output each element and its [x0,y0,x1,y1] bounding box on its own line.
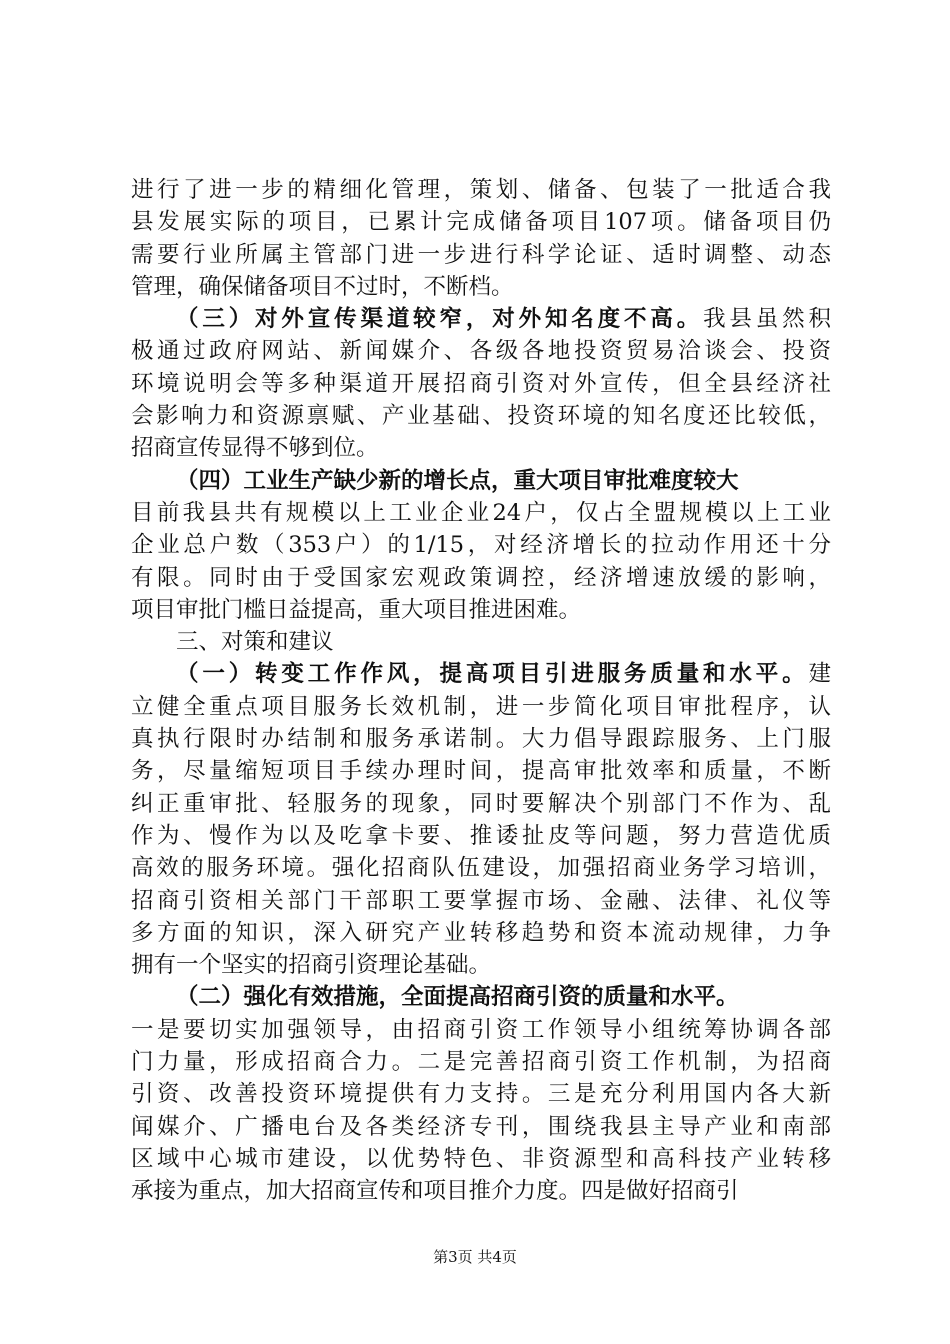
line-text: 招商引资相关部门干部职工要掌握市场、金融、法律、礼仪等 [131,887,831,914]
text-line [131,271,831,303]
line-text: 务，尽量缩短项目手续办理时间，提高审批效率和质量，不断 [131,758,831,785]
line-text: 县发展实际的项目，已累计完成储备项目107项。储备项目仍 [131,209,831,236]
text-line [131,885,831,917]
text-line [131,368,831,400]
line-text: 真执行限时办结制和服务承诺制。大力倡导跟踪服务、上门服 [131,726,831,753]
line-text: 区域中心城市建设，以优势特色、非资源型和高科技产业转移 [131,1145,831,1172]
bold-heading: （二）强化有效措施，全面提高招商引资的质量和水平。 [176,984,739,1011]
line-text: 管理，确保储备项目不过时，不断档。 [131,273,514,300]
line-text: 拥有一个坚实的招商引资理论基础。 [131,952,492,979]
line-text: 环境说明会等多种渠道开展招商引资对外宣传，但全县经济社 [131,370,831,397]
paragraph-p6 [131,658,831,981]
text-line [131,691,831,723]
line-text: 企业总户数（353户）的1/15，对经济增长的拉动作用还十分 [131,532,831,559]
text-line [131,335,831,367]
text-line [131,788,831,820]
text-line [131,594,831,626]
line-text: 招商宣传显得不够到位。 [131,435,379,462]
text-line [131,981,831,1013]
line-text: 作为、慢作为以及吃拿卡要、推诿扯皮等问题，努力营造优质 [131,822,831,849]
paragraph-p8 [131,1014,831,1208]
line-text: 多方面的知识，深入研究产业转移趋势和资本流动规律，力争 [131,919,831,946]
line-text: 会影响力和资源禀赋、产业基础、投资环境的知名度还比较低， [131,403,831,430]
text-line [131,239,831,271]
text-line [131,400,831,432]
line-text: 三、对策和建议 [176,629,334,656]
bold-heading: （一）转变工作作风，提高项目引进服务质量和水平。 [176,661,809,688]
line-text: 纠正重审批、轻服务的现象，同时要解决个别部门不作为、乱 [131,790,831,817]
paragraph-p7 [131,981,831,1013]
line-text: 极通过政府网站、新闻媒介、各级各地投资贸易洽谈会、投资 [131,338,831,365]
text-line [131,1078,831,1110]
text-line [131,1175,831,1207]
paragraph-p4 [131,497,831,626]
text-line [131,432,831,464]
text-line [131,626,831,658]
text-line [131,497,831,529]
paragraph-p5 [131,626,831,658]
paragraph-p3 [131,465,831,497]
bold-heading: （四）工业生产缺少新的增长点，重大项目审批难度较大 [176,467,739,494]
page-footer [0,1246,950,1267]
text-line [131,303,831,335]
line-text: 目前我县共有规模以上工业企业24户，仅占全盟规模以上工业 [131,499,831,526]
line-text: 建 [808,661,831,688]
line-text: 引资、改善投资环境提供有力支持。三是充分利用国内各大新 [131,1081,831,1108]
paragraph-p2 [131,303,831,464]
text-line [131,174,831,206]
bold-heading: （三）对外宣传渠道较窄，对外知名度不高。 [176,306,704,333]
text-line [131,1014,831,1046]
line-text: 立健全重点项目服务长效机制，进一步简化项目审批程序，认 [131,693,831,720]
line-text: 一是要切实加强领导，由招商引资工作领导小组统筹协调各部 [131,1016,831,1043]
line-text: 门力量，形成招商合力。二是完善招商引资工作机制，为招商 [131,1049,831,1076]
text-line [131,820,831,852]
text-line [131,465,831,497]
text-line [131,852,831,884]
line-text: 项目审批门槛日益提高，重大项目推进困难。 [131,596,582,623]
text-line [131,658,831,690]
page-number: 第3页 共4页 [433,1248,517,1266]
line-text: 进行了进一步的精细化管理，策划、储备、包装了一批适合我 [131,177,831,203]
paragraph-p1 [131,174,831,303]
line-text: 有限。同时由于受国家宏观政策调控，经济增速放缓的影响， [131,564,831,591]
line-text: 承接为重点，加大招商宣传和项目推介力度。四是做好招商引 [131,1178,739,1205]
line-text: 闻媒介、广播电台及各类经济专刊，围绕我县主导产业和南部 [131,1113,831,1140]
text-line [131,562,831,594]
text-line [131,1143,831,1175]
text-line [131,917,831,949]
line-text: 需要行业所属主管部门进一步进行科学论证、适时调整、动态 [131,241,831,268]
line-text: 我县虽然积 [703,306,831,333]
text-line [131,755,831,787]
text-line [131,723,831,755]
line-text: 高效的服务环境。强化招商队伍建设，加强招商业务学习培训， [131,855,831,882]
text-line [131,206,831,238]
text-line [131,1046,831,1078]
document-body [131,174,831,1208]
text-line [131,1111,831,1143]
text-line [131,949,831,981]
text-line [131,529,831,561]
